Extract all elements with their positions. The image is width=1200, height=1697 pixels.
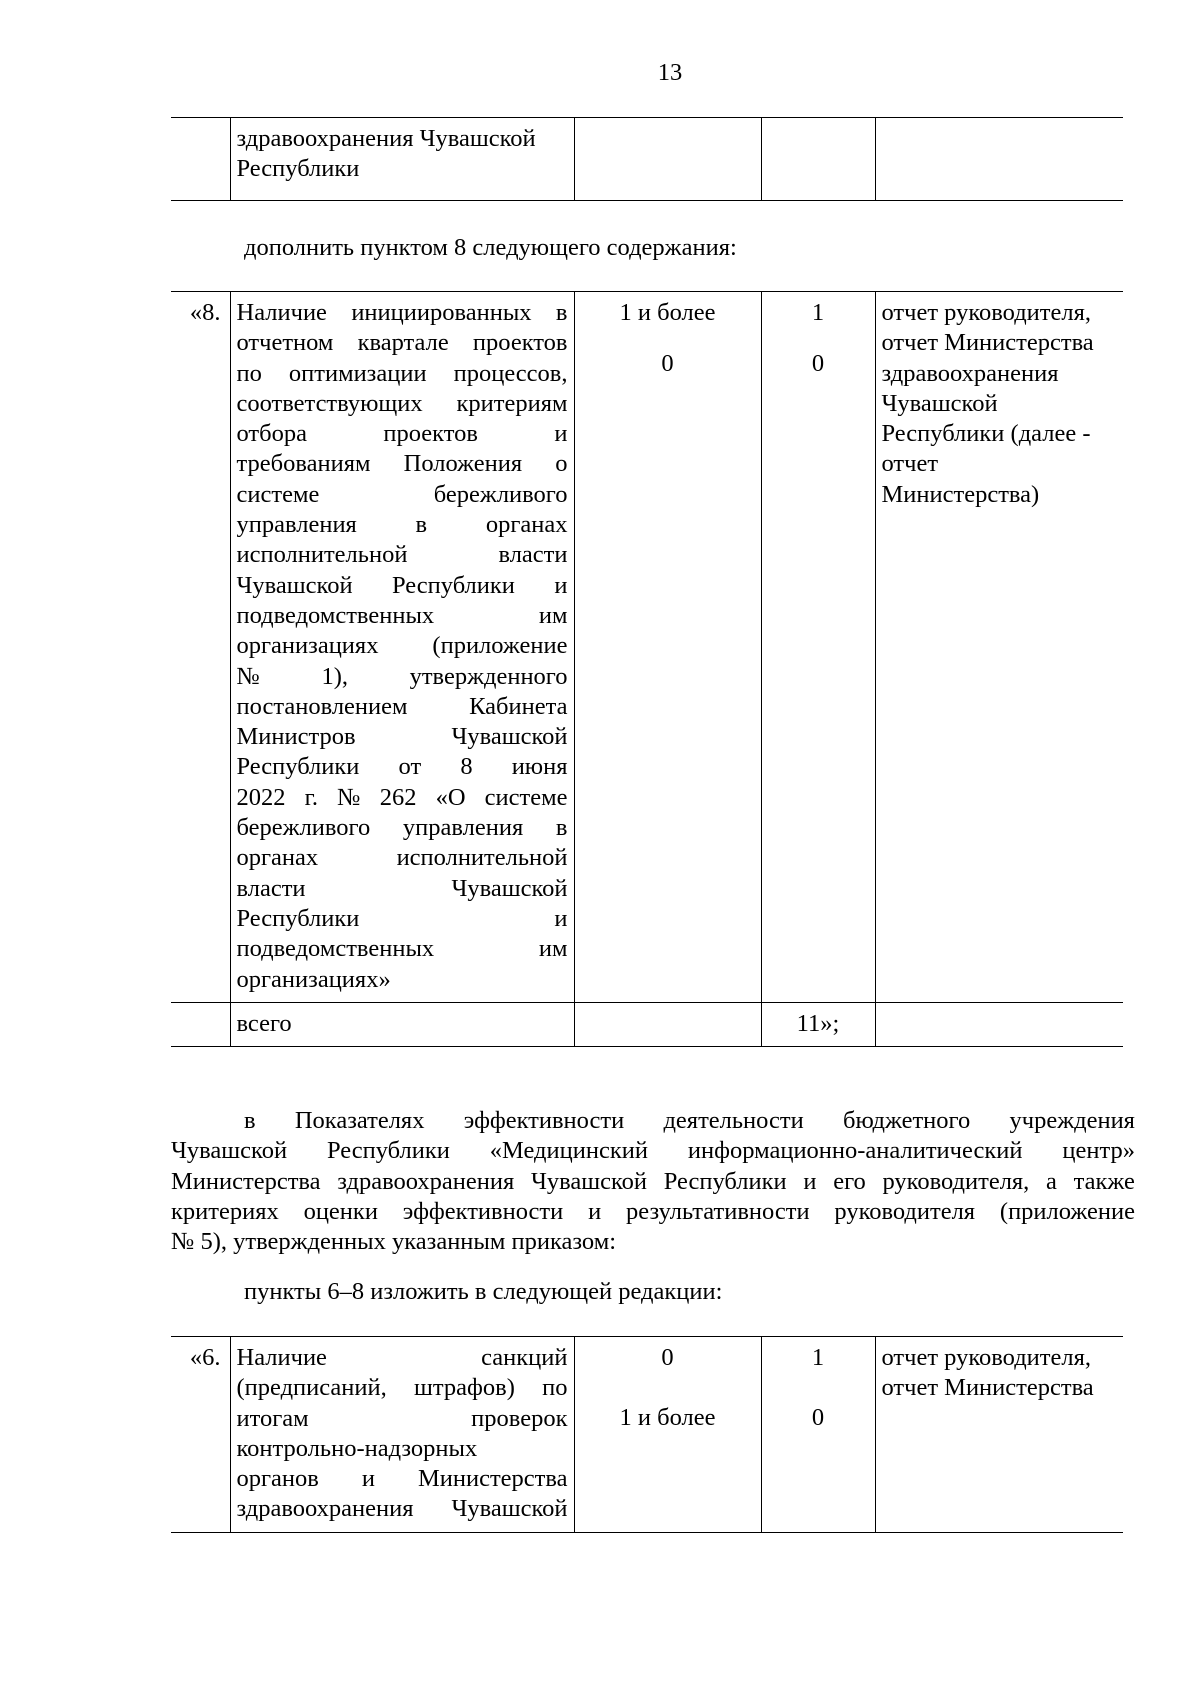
text-line: требованиям Положения о: [236, 450, 568, 478]
points-line: 1: [811, 299, 825, 326]
table-continuation: [171, 117, 1123, 201]
text-line: подведомственных им: [236, 935, 568, 963]
text-line: постановлением Кабинета: [236, 692, 568, 720]
text-line: 2022 г. № 262 «О системе: [236, 783, 568, 811]
total-points-cell: 11»;: [761, 1002, 875, 1046]
value-line: 0: [661, 1344, 674, 1371]
table-item-8: [171, 291, 1123, 1047]
source-cell: [875, 118, 1123, 201]
text-line: здравоохранения: [881, 359, 1059, 387]
value-cell: [574, 1002, 761, 1046]
text-line: Министров Чувашской: [236, 723, 568, 751]
text-line: организациях (приложение: [236, 632, 568, 660]
row-number-cell: [171, 1002, 230, 1046]
text-line: Министерства): [881, 480, 1040, 508]
table-item-6: [171, 1336, 1123, 1533]
text-line: критериях оценки эффективности и результативности руководителя (приложение: [171, 1197, 1135, 1225]
text-line: отчет Министерства: [881, 329, 1094, 357]
text-line: № 1), утвержденного: [236, 662, 568, 690]
text-line: управления в органах: [236, 511, 568, 539]
value-line: 1 и более: [619, 299, 716, 326]
value-cell: [574, 1337, 761, 1533]
points-line: 0: [811, 350, 825, 378]
text-line: Республики от 8 июня: [236, 753, 568, 781]
page-number: 13: [657, 59, 683, 86]
value-cell: [574, 292, 761, 1003]
paragraph-indicators: [171, 1106, 1135, 1257]
value-cell: [574, 118, 761, 201]
value-line: 0: [661, 350, 674, 378]
text-line: отчет руководителя,: [881, 299, 1091, 326]
source-cell: [875, 1337, 1123, 1533]
text-line: органах исполнительной: [236, 844, 568, 872]
text-line: исполнительной власти: [236, 541, 568, 569]
table-row: [171, 292, 1123, 1003]
text-line: итогам проверок: [236, 1404, 568, 1432]
source-cell: [875, 292, 1123, 1003]
points-cell: [761, 292, 875, 1003]
text-line: № 5), утвержденных указанным приказом:: [171, 1228, 617, 1256]
paragraph-add-item: дополнить пунктом 8 следующего содержания:: [244, 234, 737, 261]
text-line: Чувашской Республики и: [236, 571, 568, 599]
indicator-text-cell: [230, 292, 574, 1003]
text-line: бережливого управления в: [236, 814, 568, 842]
text-line: здравоохранения Чувашской: [236, 1495, 568, 1523]
text-line: Министерства здравоохранения Чувашской Республики и его руководителя, а также: [171, 1167, 1135, 1195]
text-line: Наличие инициированных в: [236, 299, 568, 326]
text-line: по оптимизации процессов,: [236, 359, 568, 387]
points-line: 0: [811, 1404, 825, 1432]
paragraph-items-6-8: пункты 6–8 изложить в следующей редакции:: [244, 1278, 723, 1305]
row-number-cell: «6.: [171, 1337, 230, 1533]
text-line: органов и Министерства: [236, 1465, 568, 1493]
value-line: 1 и более: [619, 1404, 716, 1432]
text-line: в Показателях эффективности деятельности бюджетного учреждения: [244, 1107, 1135, 1134]
text-line: подведомственных им: [236, 601, 568, 629]
text-line: Наличие санкций: [236, 1344, 568, 1371]
text-line: системе бережливого: [236, 480, 568, 508]
indicator-text-cell: [230, 1337, 574, 1533]
text-line: Чувашской: [881, 389, 998, 417]
points-cell: [761, 1337, 875, 1533]
total-label-cell: всего: [230, 1002, 574, 1046]
text-line: контрольно-надзорных: [236, 1434, 478, 1462]
points-cell: [761, 118, 875, 201]
table-row: [171, 1337, 1123, 1533]
text-line: отчетном квартале проектов: [236, 329, 568, 357]
text-line: (предписаний, штрафов) по: [236, 1374, 568, 1402]
text-line: отчет Министерства: [881, 1374, 1094, 1402]
text-line: Республики (далее -: [881, 420, 1091, 448]
text-line: Чувашской Республики «Медицинский информационно-аналитический центр»: [171, 1137, 1135, 1165]
text-line: организациях»: [236, 965, 391, 993]
row-number-cell: «8.: [171, 292, 230, 1003]
table-row: [171, 118, 1123, 201]
points-line: 1: [811, 1344, 825, 1371]
text-line: власти Чувашской: [236, 874, 568, 902]
text-line: Республики: [236, 155, 360, 183]
indicator-text-cell: [230, 118, 574, 201]
text-line: соответствующих критериям: [236, 389, 568, 417]
text-line: здравоохранения Чувашской: [236, 125, 536, 152]
table-row-total: [171, 1002, 1123, 1046]
text-line: отчет: [881, 450, 939, 478]
text-line: отбора проектов и: [236, 420, 568, 448]
source-cell: [875, 1002, 1123, 1046]
text-line: отчет руководителя,: [881, 1344, 1091, 1371]
row-number-cell: [171, 118, 230, 201]
text-line: Республики и: [236, 904, 568, 932]
